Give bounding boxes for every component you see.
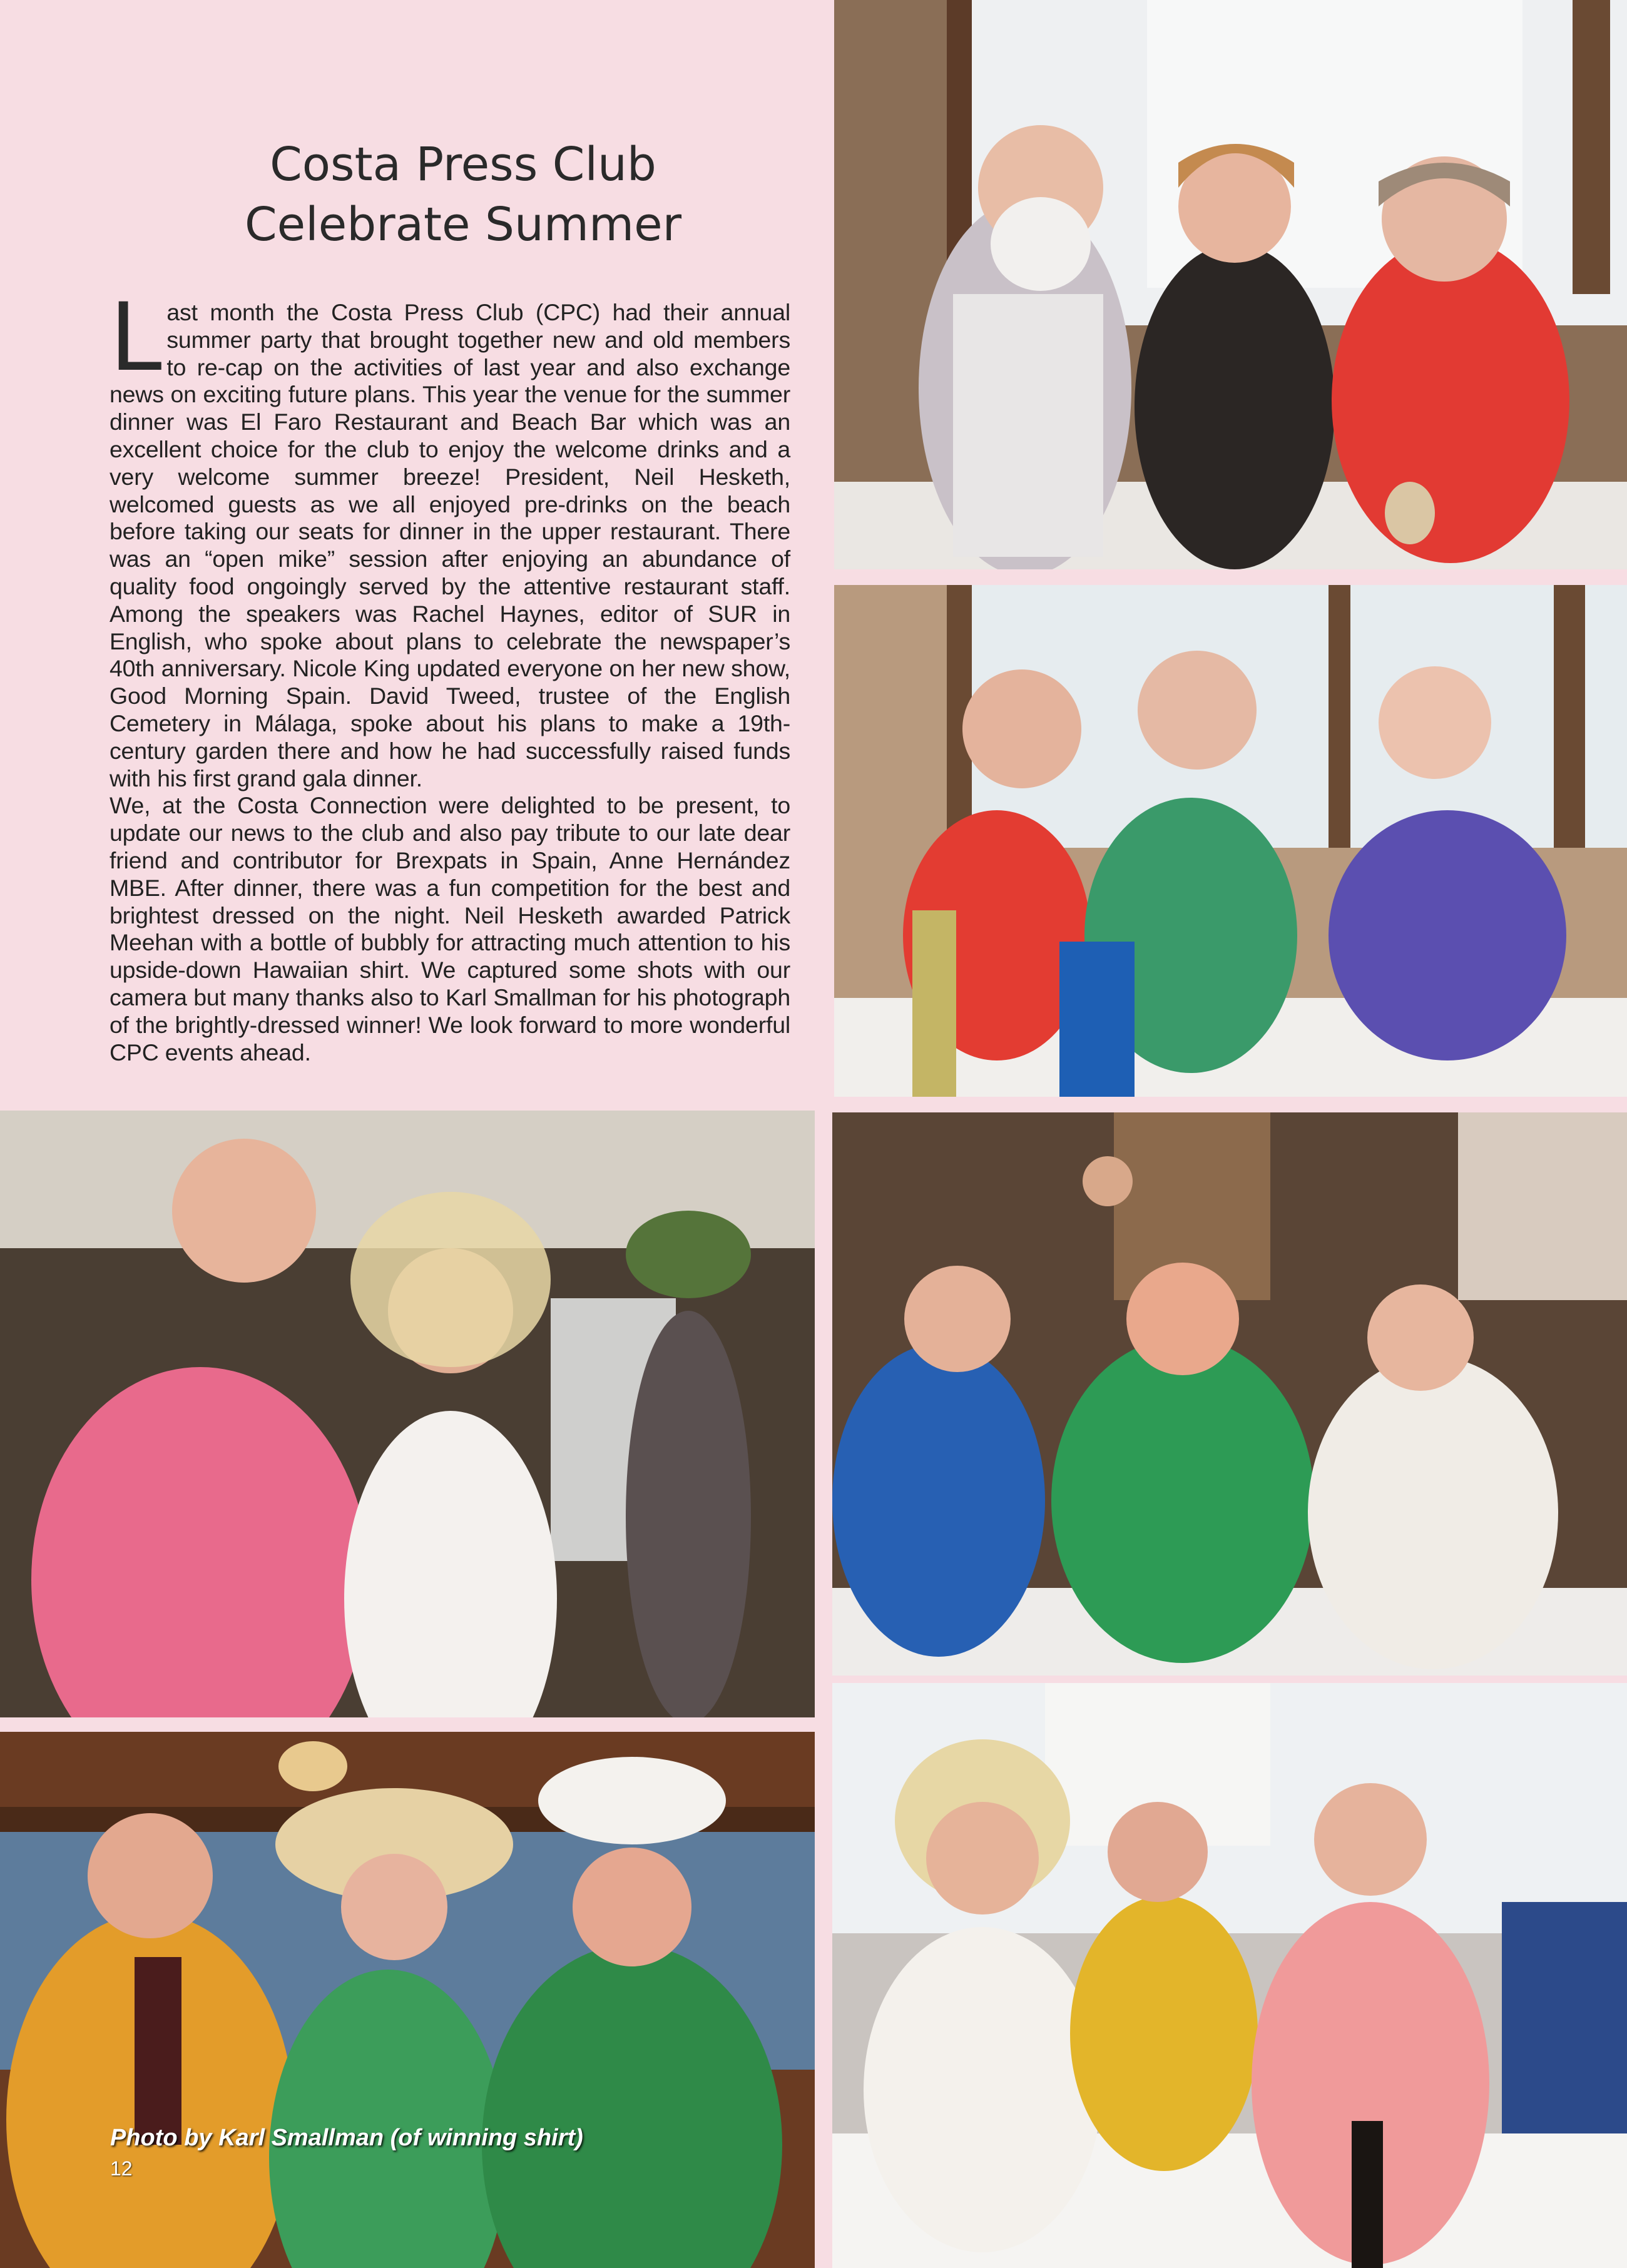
article-paragraph-1: [110, 283, 790, 792]
page-title: [110, 135, 817, 255]
article-paragraph-2: We, at the Costa Connection were delighted to be present, to update our news to the club and also pay tribute to our late dear friend and contributor for Brexpats in Spain, Anne Hernández MBE. After dinner, there was a fun competition for the best and brightest dressed on the night. Neil Hesketh awarded Patrick Meehan with a bottle of bubbly for attracting much attention to his upside-down Hawaiian shirt. We captured some shots with our camera but many thanks also to Karl Smallman for his photograph of the brightly-dressed winner! We look forward to more wonderful CPC events ahead.: [110, 792, 790, 1065]
photo-three-guests-window: [834, 0, 1627, 569]
photo-three-women-table: [834, 585, 1627, 1097]
photo-winning-shirt: [0, 1732, 815, 2268]
photo-caption: Photo by Karl Smallman (of winning shirt): [110, 2125, 583, 2151]
paragraph-1-text: ast month the Costa Press Club (CPC) had their annual summer party that brought together new and old members to re-cap on the activities of last year and also exchange news on exciting future plans. This year the venue for the summer dinner was El Faro Restaurant and Beach Bar which was an excellent choice for the club to enjoy the welcome drinks and a very welcome summer breeze! President, Neil Hesketh, welcomed guests as we all enjoyed pre-drinks on the beach before taking our seats for dinner in the upper restaurant. There was an “open mike” session after enjoying an abundance of quality food ongoingly served by the attentive restaurant staff. Among the speakers was Rachel Haynes, editor of SUR in English, who spoke about plans to celebrate the newspaper’s 40th anniversary. Nicole King updated everyone on her new show, Good Morning Spain. David Tweed, trustee of the English Cemetery in Málaga, spoke about his plans to make a 19th-century garden there and how he had successfully raised funds with his first grand gala dinner.: [110, 299, 790, 791]
article-body: [110, 283, 790, 1066]
photo-three-hawaiian-table: [832, 1112, 1627, 1676]
page-number: 12: [110, 2157, 133, 2180]
title-line-2: Celebrate Summer: [244, 198, 682, 252]
drop-cap: L: [110, 283, 162, 392]
photo-three-guests-bottom: [832, 1683, 1627, 2268]
photo-couple-pink-shirt: [0, 1111, 815, 1717]
article-panel: [0, 0, 832, 1111]
title-line-1: Costa Press Club: [270, 138, 656, 191]
